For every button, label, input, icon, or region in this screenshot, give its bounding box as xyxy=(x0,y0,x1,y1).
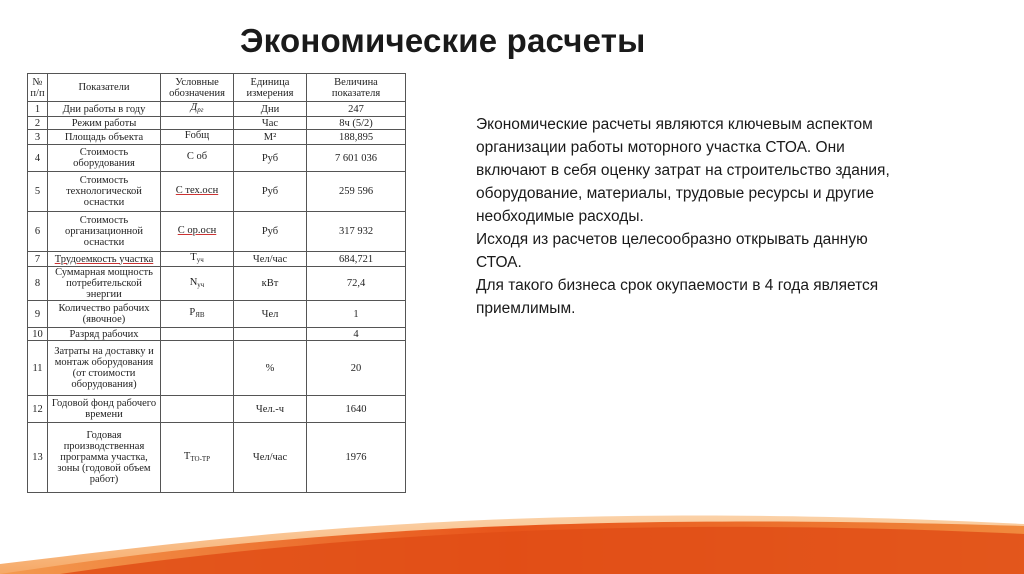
cell-unit: Чел xyxy=(234,301,307,328)
header-symbol: Условные обозначения xyxy=(161,74,234,102)
table-row xyxy=(28,341,406,396)
cell-symbol xyxy=(161,145,234,172)
cell-num: 6 xyxy=(28,212,48,252)
cell-unit: Час xyxy=(234,117,307,130)
cell-symbol xyxy=(161,267,234,301)
symbol-main: N xyxy=(189,276,198,288)
symbol-main: С ор.осн xyxy=(177,224,217,236)
cell-indicator: Площадь объекта xyxy=(48,130,161,145)
symbol-subscript: ЯВ xyxy=(195,311,205,319)
cell-value: 72,4 xyxy=(307,267,406,301)
table-row xyxy=(28,130,406,145)
cell-indicator: Режим работы xyxy=(48,117,161,130)
cell-num: 8 xyxy=(28,267,48,301)
cell-num: 5 xyxy=(28,172,48,212)
table-row xyxy=(28,117,406,130)
header-num: № п/п xyxy=(28,74,48,102)
cell-indicator: Годовая производственная программа участка, зоны (годовой объем работ) xyxy=(48,423,161,493)
table-row xyxy=(28,212,406,252)
cell-unit xyxy=(234,328,307,341)
cell-unit: Руб xyxy=(234,212,307,252)
indicators-table xyxy=(27,73,405,493)
cell-num: 4 xyxy=(28,145,48,172)
cell-num: 2 xyxy=(28,117,48,130)
header-value: Величина показателя xyxy=(307,74,406,102)
cell-num: 3 xyxy=(28,130,48,145)
table-row xyxy=(28,301,406,328)
cell-num: 11 xyxy=(28,341,48,396)
cell-indicator: Стоимость организационной оснастки xyxy=(48,212,161,252)
cell-indicator: Годовой фонд рабочего времени xyxy=(48,396,161,423)
description-text xyxy=(476,113,916,320)
cell-value: 7 601 036 xyxy=(307,145,406,172)
symbol-main: T xyxy=(190,252,197,263)
paragraph-conclusion: Исходя из расчетов целесообразно открывать данную СТОА. xyxy=(476,231,868,271)
cell-num: 10 xyxy=(28,328,48,341)
table-row xyxy=(28,145,406,172)
table-row xyxy=(28,396,406,423)
symbol-main: Д xyxy=(190,102,198,113)
cell-value: 8ч (5/2) xyxy=(307,117,406,130)
cell-value: 247 xyxy=(307,102,406,117)
cell-num: 7 xyxy=(28,252,48,267)
cell-symbol xyxy=(161,102,234,117)
cell-value: 1976 xyxy=(307,423,406,493)
cell-symbol xyxy=(161,172,234,212)
header-unit: Единица измерения xyxy=(234,74,307,102)
cell-value: 317 932 xyxy=(307,212,406,252)
table-row xyxy=(28,328,406,341)
cell-unit: Чел.-ч xyxy=(234,396,307,423)
symbol-main: С об xyxy=(186,151,208,162)
page-title: Экономические расчеты xyxy=(240,22,646,59)
cell-value: 684,721 xyxy=(307,252,406,267)
cell-symbol xyxy=(161,212,234,252)
table-header-row xyxy=(28,74,406,102)
cell-value: 188,895 xyxy=(307,130,406,145)
cell-num: 1 xyxy=(28,102,48,117)
symbol-subscript: уч xyxy=(197,280,205,289)
cell-indicator: Стоимость оборудования xyxy=(48,145,161,172)
cell-indicator: Стоимость технологической оснастки xyxy=(48,172,161,212)
cell-symbol xyxy=(161,423,234,493)
cell-symbol xyxy=(161,341,234,396)
table-row xyxy=(28,172,406,212)
header-indicator: Показатели xyxy=(48,74,161,102)
cell-symbol xyxy=(161,328,234,341)
cell-symbol xyxy=(161,301,234,328)
cell-symbol xyxy=(161,252,234,267)
paragraph-intro: Экономические расчеты являются ключевым аспектом организации работы моторного участка СТОА. Они включают в себя оценку затрат на строительство здания, оборудование, материалы, трудовые ресурсы и другие необходимые расходы. xyxy=(476,116,890,225)
cell-unit: Дни xyxy=(234,102,307,117)
cell-value: 1640 xyxy=(307,396,406,423)
symbol-subscript: ТО-ТР xyxy=(190,454,211,463)
symbol-main: Т xyxy=(183,450,191,462)
cell-indicator: Количество рабочих (явочное) xyxy=(48,301,161,328)
cell-indicator: Затраты на доставку и монтаж оборудования (от стоимости оборудования) xyxy=(48,341,161,396)
cell-value: 20 xyxy=(307,341,406,396)
cell-num: 9 xyxy=(28,301,48,328)
cell-indicator: Разряд рабочих xyxy=(48,328,161,341)
symbol-main: Р xyxy=(189,307,196,318)
cell-value: 259 596 xyxy=(307,172,406,212)
symbol-subscript: уч xyxy=(196,256,204,264)
cell-unit: Руб xyxy=(234,172,307,212)
cell-indicator: Трудоемкость участка xyxy=(48,252,161,267)
table-row xyxy=(28,252,406,267)
cell-value: 1 xyxy=(307,301,406,328)
symbol-subscript: рг xyxy=(197,106,204,114)
cell-value: 4 xyxy=(307,328,406,341)
cell-symbol xyxy=(161,396,234,423)
cell-unit: Чел/час xyxy=(234,423,307,493)
cell-unit: % xyxy=(234,341,307,396)
cell-symbol xyxy=(161,130,234,145)
cell-unit: кВт xyxy=(234,267,307,301)
symbol-main: Fобщ xyxy=(184,130,210,141)
table-row xyxy=(28,267,406,301)
cell-num: 13 xyxy=(28,423,48,493)
table-row xyxy=(28,423,406,493)
cell-symbol xyxy=(161,117,234,130)
cell-unit: Руб xyxy=(234,145,307,172)
symbol-main: С тех.осн xyxy=(175,184,219,196)
cell-indicator: Дни работы в году xyxy=(48,102,161,117)
footer-swoosh xyxy=(0,494,1024,574)
cell-unit: Чел/час xyxy=(234,252,307,267)
cell-unit: М² xyxy=(234,130,307,145)
cell-indicator: Суммарная мощность потребительской энергии xyxy=(48,267,161,301)
cell-num: 12 xyxy=(28,396,48,423)
paragraph-payback: Для такого бизнеса срок окупаемости в 4 года является приемлимым. xyxy=(476,277,879,317)
table-row xyxy=(28,102,406,117)
